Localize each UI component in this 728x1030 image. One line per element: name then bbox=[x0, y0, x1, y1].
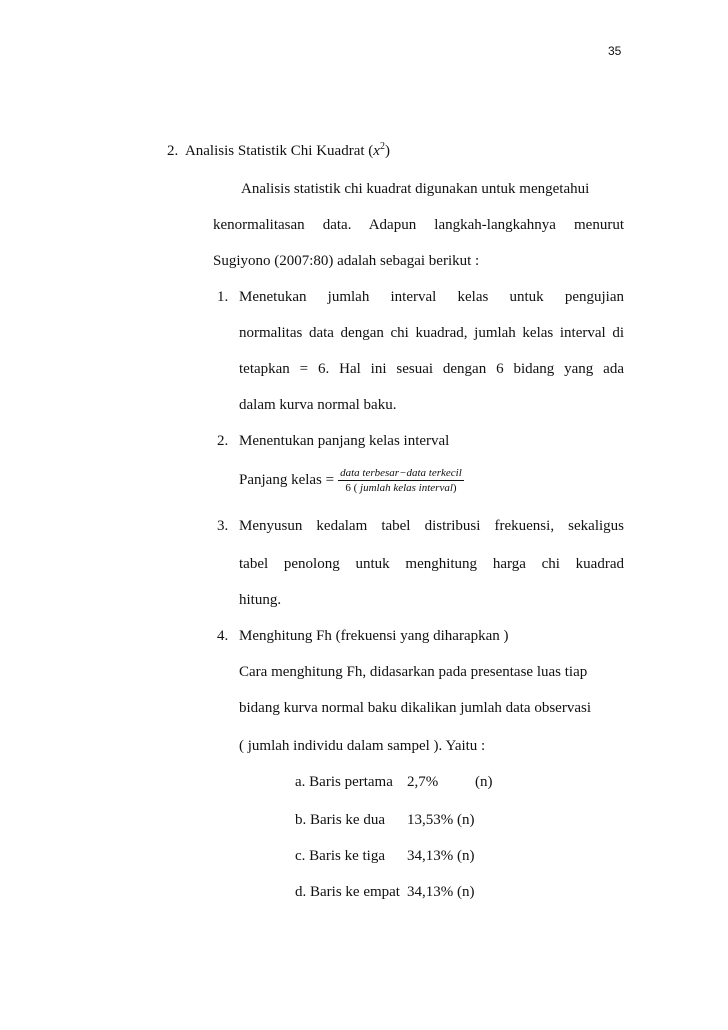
page-number: 35 bbox=[608, 44, 622, 58]
step-3-line-2: tabel penolong untuk menghitung harga chi kuadrad bbox=[239, 556, 624, 572]
step-4-line-2: Cara menghitung Fh, didasarkan pada presentase luas tiap bbox=[239, 664, 588, 680]
row-unit: (n) bbox=[457, 848, 475, 864]
list-item bbox=[295, 882, 475, 902]
row-unit: (n) bbox=[457, 812, 475, 828]
section-symbol-exponent: 2 bbox=[379, 141, 385, 152]
list-item bbox=[295, 846, 475, 866]
step-2-line-1: Menentukan panjang kelas interval bbox=[239, 433, 450, 449]
step-3-line-1: Menyusun kedalam tabel distribusi frekuensi, sekaligus bbox=[239, 518, 624, 534]
intro-line-2: kenormalitasan data. Adapun langkah-langkahnya menurut bbox=[213, 217, 624, 233]
step-2-number: 2. bbox=[217, 433, 229, 449]
step-3-number: 3. bbox=[217, 518, 229, 534]
formula bbox=[239, 466, 464, 495]
section-symbol-x: x bbox=[373, 143, 380, 159]
row-label: b. Baris ke dua bbox=[295, 812, 385, 828]
list-item bbox=[295, 772, 493, 792]
formula-numerator: data terbesar−data terkecil bbox=[340, 467, 462, 479]
row-percent: 34,13% bbox=[407, 884, 454, 900]
row-percent: 13,53% bbox=[407, 812, 454, 828]
step-4-line-1: Menghitung Fh (frekuensi yang diharapkan ) bbox=[239, 628, 509, 644]
step-4-number: 4. bbox=[217, 628, 229, 644]
section-symbol-close: ) bbox=[384, 143, 390, 159]
row-unit: (n) bbox=[457, 884, 475, 900]
row-label: d. Baris ke empat bbox=[295, 884, 400, 900]
formula-fraction bbox=[338, 466, 464, 495]
step-1-line-2: normalitas data dengan chi kuadrad, jumlah kelas interval di bbox=[239, 325, 624, 341]
step-1-line-4: dalam kurva normal baku. bbox=[239, 397, 397, 413]
formula-denominator-prefix: 6 ( bbox=[345, 482, 358, 494]
row-unit: (n) bbox=[475, 774, 493, 790]
row-percent: 34,13% bbox=[407, 848, 454, 864]
section-number: 2. bbox=[167, 143, 179, 159]
section-symbol-open: ( bbox=[368, 143, 374, 159]
intro-line-1: Analisis statistik chi kuadrat digunakan untuk mengetahui bbox=[241, 181, 590, 197]
section-title: Analisis Statistik Chi Kuadrat bbox=[184, 143, 365, 159]
section-heading bbox=[167, 141, 390, 161]
step-4-line-3: bidang kurva normal baku dikalikan jumlah data observasi bbox=[239, 700, 591, 716]
row-label: c. Baris ke tiga bbox=[295, 848, 385, 864]
step-1-line-1: Menetukan jumlah interval kelas untuk pengujian bbox=[239, 289, 624, 305]
step-1-number: 1. bbox=[217, 289, 229, 305]
row-label: a. Baris pertama bbox=[295, 774, 393, 790]
formula-denominator bbox=[343, 481, 458, 495]
step-4-line-4: ( jumlah individu dalam sampel ). Yaitu : bbox=[239, 738, 486, 754]
row-percent: 2,7% bbox=[407, 774, 439, 790]
formula-denominator-text: jumlah kelas interval bbox=[360, 482, 453, 494]
intro-line-3: Sugiyono (2007:80) adalah sebagai berikut : bbox=[213, 253, 480, 269]
step-3-line-3: hitung. bbox=[239, 592, 282, 608]
step-1-line-3: tetapkan = 6. Hal ini sesuai dengan 6 bidang yang ada bbox=[239, 361, 624, 377]
formula-denominator-suffix: ) bbox=[452, 482, 457, 494]
list-item bbox=[295, 810, 475, 830]
formula-label: Panjang kelas = bbox=[239, 471, 335, 488]
